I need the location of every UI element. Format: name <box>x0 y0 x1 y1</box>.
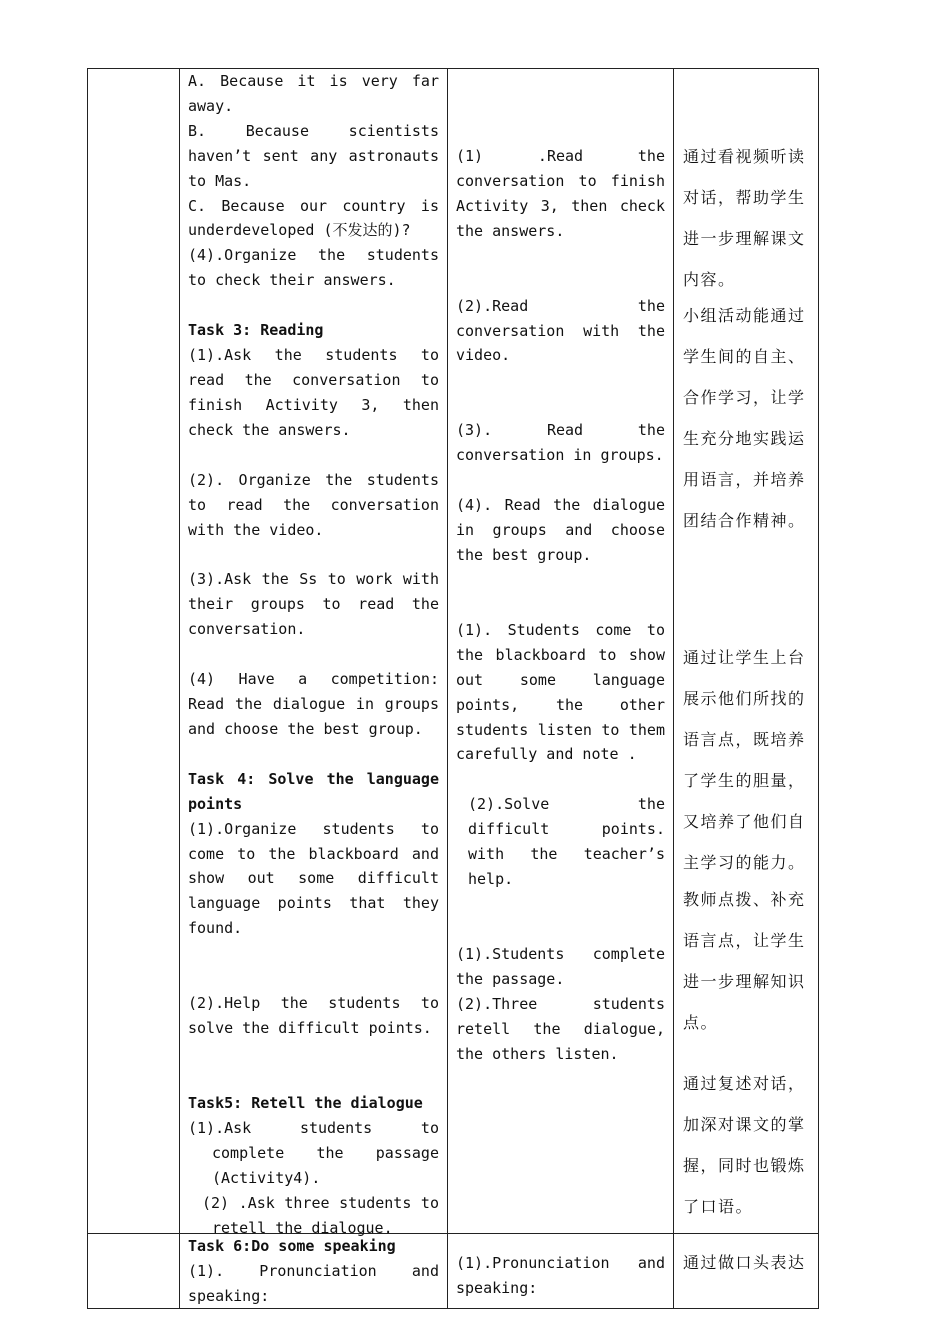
student-step-competition: (4). Read the dialogue in groups and choose the best group. <box>456 496 665 564</box>
task3-step2: (2). Organize the students to read the conversation with the video. <box>188 470 439 539</box>
purpose-cell-1 <box>683 136 811 300</box>
option-a: A. Because it is very far away. <box>188 72 439 115</box>
row2-student-cell <box>456 1251 665 1301</box>
student-step-language-points: (1). Students come to the blackboard to show out some language points, the other students listen to them carefully and note . <box>456 620 665 764</box>
task3-step4: (4) Have a competition: Read the dialogue in groups and choose the best group. <box>188 670 439 738</box>
task3-step3: (3).Ask the Ss to work with their groups to read the conversation. <box>188 570 439 639</box>
row2-purpose: 通过做口头表达 <box>683 1253 806 1272</box>
task4-step2: (2).Help the students to solve the difficult points. <box>188 994 439 1038</box>
table-border-left <box>87 68 88 1309</box>
task5-heading: Task5: Retell the dialogue <box>188 1094 423 1112</box>
student-step-complete: (1).Students complete the passage. <box>456 944 665 988</box>
option-b: B. Because scientists haven’t sent any astronauts to Mas. <box>188 121 439 190</box>
table-col-divider-3 <box>673 68 674 1309</box>
student-step-solve: (2).Solve the difficult points. with the teacher’s help. <box>468 795 665 889</box>
purpose-cell-3 <box>683 637 811 883</box>
check-answers-step: (4).Organize the students to check their answers. <box>188 246 439 290</box>
purpose-retell: 通过复述对话，加深对课文的掌握，同时也锻炼了口语。 <box>683 1074 806 1216</box>
task4-heading: Task 4: Solve the language points <box>188 769 439 813</box>
task6-heading: Task 6:Do some speaking <box>188 1237 396 1255</box>
student-step-read: (1) .Read the conversation to finish Activity 3, then check the answers. <box>456 147 665 240</box>
task5-step2: (2) .Ask three students to retell the dialogue. <box>202 1193 439 1237</box>
row2-student-step: (1).Pronunciation and speaking: <box>456 1254 665 1297</box>
table-border-right <box>818 68 819 1309</box>
purpose-cell-5 <box>683 1063 811 1227</box>
purpose-teacher-help: 教师点拨、补充语言点，让学生进一步理解知识点。 <box>683 890 806 1032</box>
purpose-language-points: 通过让学生上台展示他们所找的语言点，既培养了学生的胆量，又培养了他们自主学习的能力。 <box>683 648 806 872</box>
purpose-cell-2 <box>683 295 811 541</box>
teacher-activities-cell <box>188 69 439 1240</box>
task4-step1: (1).Organize students to come to the blackboard and show out some difficult language points that they found. <box>188 819 439 938</box>
task5-step1: (1).Ask students to complete the passage (Activity4). <box>188 1118 439 1187</box>
task3-heading: Task 3: Reading <box>188 321 324 340</box>
student-step-video: (2).Read the conversation with the video. <box>456 296 665 365</box>
option-c: C. Because our country is underdeveloped (不发达的)? <box>188 196 439 240</box>
student-step-groups: (3). Read the conversation in groups. <box>456 421 665 465</box>
purpose-video: 通过看视频听读对话，帮助学生进一步理解课文内容。 <box>683 147 806 289</box>
row2-teacher-cell <box>188 1234 439 1309</box>
student-activities-cell <box>456 144 665 1066</box>
task3-step1: (1).Ask the students to read the conversation to finish Activity 3, then check the answers. <box>188 346 439 439</box>
table-col-divider-1 <box>179 68 180 1309</box>
student-step-retell: (2).Three students retell the dialogue, the others listen. <box>456 994 665 1063</box>
purpose-cell-4 <box>683 879 811 1043</box>
row2-purpose-cell <box>683 1242 811 1283</box>
task6-step1: (1). Pronunciation and speaking: <box>188 1261 439 1305</box>
purpose-group-work: 小组活动能通过学生间的自主、合作学习，让学生充分地实践运用语言，并培养团结合作精神。 <box>683 306 806 530</box>
table-col-divider-2 <box>447 68 448 1309</box>
